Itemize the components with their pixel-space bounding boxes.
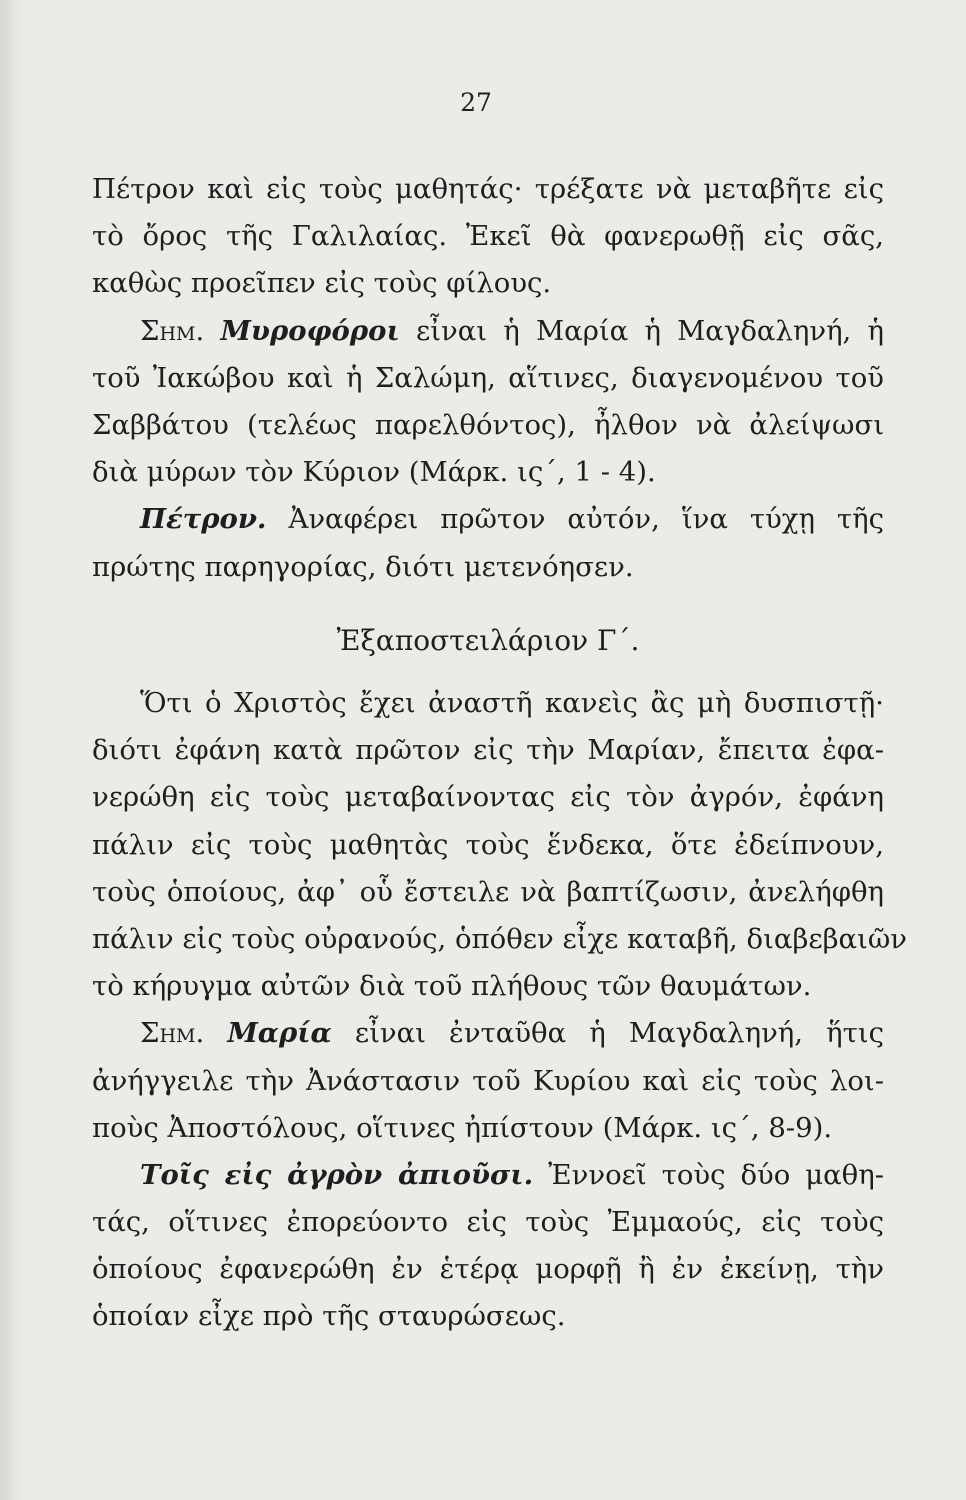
note4-term: Τοῖς εἰς ἀγρὸν ἀπιοῦσι. [140,1158,534,1191]
page-number: 27 [460,88,492,117]
note3-label: Σημ. [140,1017,205,1050]
hymn-line1: Ὅτι ὁ Χριστὸς ἔχει ἀναστῆ κανεὶς ἂς μὴ δυσπιστῇ· [140,687,884,719]
note1-label: Σημ. [140,314,205,347]
note2-line1-rest: Ἀναφέρει πρῶτον αὐτόν, ἵνα τύχῃ τῆς [288,503,884,536]
hymn-line6: πάλιν εἰς τοὺς οὐρανούς, ὁπόθεν εἶχε καταβῆ, διαβεβαιῶν [92,922,907,955]
section-heading: Ἐξαποστειλάριον Γ΄. [336,624,640,657]
note3-line2: ἀνήγγειλε τὴν Ἀνάστασιν τοῦ Κυρίου καὶ εἰς τοὺς λοι- [92,1064,884,1097]
note1-line2: τοῦ Ἰακώβου καὶ ἡ Σαλώμη, αἵτινες, διαγενομένου τοῦ [92,361,884,394]
hymn-line7: τὸ κήρυγμα αὐτῶν διὰ τοῦ πλήθους τῶν θαυμάτων. [92,970,812,1003]
note4-line1-rest: Ἐννοεῖ τοὺς δύο μαθη- [548,1158,884,1191]
hymn-line5: τοὺς ὁποίους, ἀφ᾽ οὗ ἔστειλε νὰ βαπτίζωσιν, ἀνελήφθη [92,875,884,908]
note1-line3: Σαββάτου (τελέως παρελθόντος), ἦλθον νὰ ἀλείψωσι [92,408,884,441]
paragraph1-line2: τὸ ὄρος τῆς Γαλιλαίας. Ἐκεῖ θὰ φανερωθῇ εἰς σᾶς, [92,220,884,253]
paragraph1-line3: καθὼς προεῖπεν εἰς τοὺς φίλους. [92,267,552,300]
note4-line2: τάς, οἵτινες ἐπορεύοντο εἰς τοὺς Ἐμμαούς, εἰς τοὺς [92,1206,884,1239]
note1-line4: διὰ μύρων τὸν Κύριον (Μάρκ. ις΄, 1 - 4). [92,456,656,489]
note3-line3: ποὺς Ἀποστόλους, οἵτινες ἠπίστουν (Μάρκ. ις΄, 8-9). [92,1111,833,1144]
note2-term: Πέτρον. [140,503,267,536]
note2-line1 [92,496,884,543]
text-block-top [92,166,884,591]
note3-line1-rest: εἶναι ἐνταῦθα ἡ Μαγδαληνή, ἥτις [354,1017,884,1050]
note1-term: Μυροφόροι [220,314,400,347]
note3-term: Μαρία [227,1017,332,1050]
note4-line1 [92,1152,884,1199]
hymn-line4: πάλιν εἰς τοὺς μαθητὰς τοὺς ἕνδεκα, ὅτε ἐδείπνουν, [92,828,884,861]
hymn-line3: νερώθη εἰς τοὺς μεταβαίνοντας εἰς τὸν ἀγρόν, ἐφάνη [92,781,884,814]
note4-line3: ὁποίους ἐφανερώθη ἐν ἑτέρᾳ μορφῇ ἢ ἐν ἐκείνῃ, τὴν [92,1253,884,1286]
note3-line1 [92,1010,884,1057]
hymn-line2: διότι ἐφάνη κατὰ πρῶτον εἰς τὴν Μαρίαν, ἔπειτα ἐφα- [92,734,884,767]
note1-line1-rest: εἶναι ἡ Μαρία ἡ Μαγδαληνή, ἡ [415,314,884,347]
paragraph1-line1: Πέτρον καὶ εἰς τοὺς μαθητάς· τρέξατε νὰ μεταβῆτε εἰς [92,173,884,205]
text-block-bottom [92,680,907,1341]
note4-line4: ὁποίαν εἶχε πρὸ τῆς σταυρώσεως. [92,1300,566,1333]
note1-line1 [92,308,884,355]
note2-line2: πρώτης παρηγορίας, διότι μετενόησεν. [92,550,634,583]
page-gutter-shadow [0,0,22,1500]
